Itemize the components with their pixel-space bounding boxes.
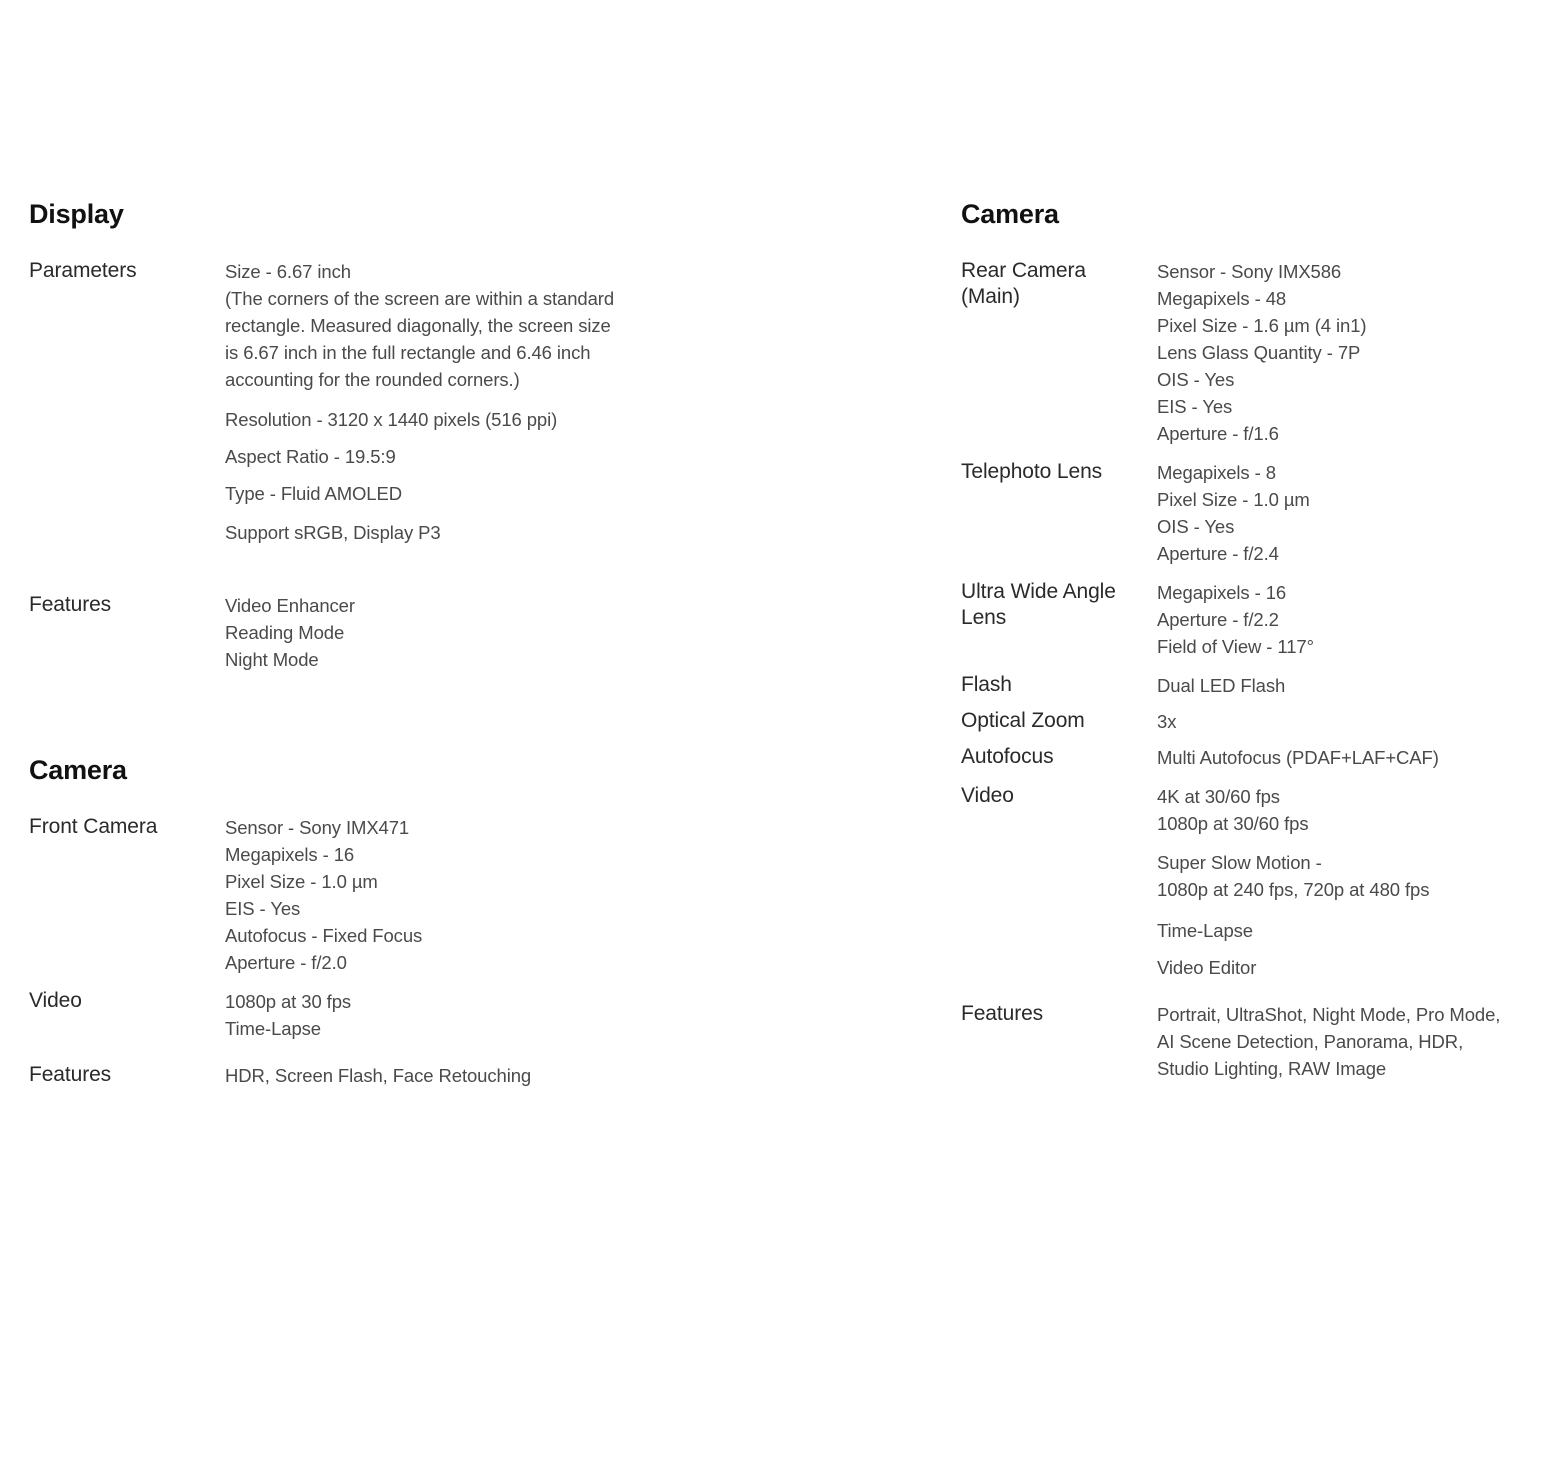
spec-group [225, 592, 909, 673]
front-video-values [225, 988, 909, 1042]
spec-line: Lens Glass Quantity - 7P [1157, 342, 1361, 363]
label-line: Features [961, 1002, 1044, 1025]
spec-line: Video Enhancer [225, 595, 355, 616]
spec-line: accounting for the rounded corners.) [225, 369, 520, 390]
front-features-values [225, 1062, 909, 1089]
front-camera-values [225, 814, 909, 976]
rear-video-row [961, 783, 1531, 981]
camera-title-left: Camera [29, 755, 127, 785]
label-line: Rear Camera [961, 259, 1086, 282]
spec-line: Aperture - f/2.4 [1157, 543, 1279, 564]
front-camera-section [29, 752, 909, 1089]
autofocus-values [1157, 744, 1531, 771]
spec-group [1157, 708, 1531, 735]
spec-line: Megapixels - 16 [1157, 582, 1287, 603]
spec-group [225, 480, 909, 507]
spec-line: Type - Fluid AMOLED [225, 483, 402, 504]
telephoto-label [961, 459, 1157, 485]
front-video-label: Video [29, 989, 82, 1012]
spec-line: Video Editor [1157, 957, 1257, 978]
spec-group [1157, 1001, 1531, 1082]
spec-group [1157, 849, 1531, 903]
spec-line: Time-Lapse [225, 1018, 321, 1039]
spec-line: Megapixels - 8 [1157, 462, 1276, 483]
spec-line: Super Slow Motion - [1157, 852, 1322, 873]
label-line: Autofocus [961, 745, 1054, 768]
spec-line: Aperture - f/2.0 [225, 952, 347, 973]
display-features-label: Features [29, 593, 112, 616]
spec-line: is 6.67 inch in the full rectangle and 6.46 inch [225, 342, 591, 363]
spec-line: EIS - Yes [1157, 396, 1233, 417]
spec-group [1157, 579, 1531, 660]
spec-line: Multi Autofocus (PDAF+LAF+CAF) [1157, 747, 1439, 768]
spec-group [1157, 459, 1531, 567]
spec-group [225, 988, 909, 1042]
flash-label [961, 672, 1157, 698]
right-column [961, 196, 1531, 1082]
rear-features-values [1157, 1001, 1531, 1082]
spec-line: 1080p at 240 fps, 720p at 480 fps [1157, 879, 1430, 900]
spec-line: HDR, Screen Flash, Face Retouching [225, 1065, 532, 1086]
label-line: Telephoto Lens [961, 460, 1103, 483]
label-line: Optical Zoom [961, 709, 1085, 732]
spec-line: Aperture - f/2.2 [1157, 609, 1279, 630]
spec-group [1157, 744, 1531, 771]
spec-group [225, 1062, 909, 1089]
display-parameters-values [225, 258, 909, 546]
spec-line: EIS - Yes [225, 898, 301, 919]
spec-line: OIS - Yes [1157, 516, 1235, 537]
rear-video-label [961, 783, 1157, 809]
spec-line: Aperture - f/1.6 [1157, 423, 1279, 444]
spec-group [225, 814, 909, 976]
spec-line: Pixel Size - 1.0 µm [225, 871, 378, 892]
telephoto-row [961, 459, 1531, 567]
spec-line: Megapixels - 48 [1157, 288, 1287, 309]
flash-row [961, 672, 1531, 699]
display-features-row [29, 592, 909, 673]
spec-line: Reading Mode [225, 622, 345, 643]
rear-features-row [961, 1001, 1531, 1082]
spec-line: Size - 6.67 inch [225, 261, 351, 282]
spec-line: Megapixels - 16 [225, 844, 355, 865]
spec-line: Support sRGB, Display P3 [225, 522, 441, 543]
front-camera-row [29, 814, 909, 976]
optical-zoom-row [961, 708, 1531, 735]
spec-group [1157, 954, 1531, 981]
spec-line: 1080p at 30/60 fps [1157, 813, 1309, 834]
rear-main-row [961, 258, 1531, 447]
display-parameters-row [29, 258, 909, 546]
spec-group [225, 519, 909, 546]
spec-line: Sensor - Sony IMX586 [1157, 261, 1342, 282]
optical-zoom-values [1157, 708, 1531, 735]
display-title: Display [29, 199, 124, 229]
front-features-row [29, 1062, 909, 1089]
spec-line: Studio Lighting, RAW Image [1157, 1058, 1387, 1079]
spec-line: Pixel Size - 1.6 µm (4 in1) [1157, 315, 1367, 336]
spec-group [1157, 672, 1531, 699]
autofocus-row [961, 744, 1531, 771]
spec-group [225, 406, 909, 433]
front-camera-label: Front Camera [29, 815, 158, 838]
autofocus-label [961, 744, 1157, 770]
spec-line: Field of View - 117° [1157, 636, 1314, 657]
left-column [29, 196, 909, 1089]
label-line: Ultra Wide Angle [961, 580, 1116, 603]
spec-line: Sensor - Sony IMX471 [225, 817, 410, 838]
label-line: Lens [961, 606, 1007, 629]
spec-line: 3x [1157, 711, 1177, 732]
spec-line: Resolution - 3120 x 1440 pixels (516 ppi) [225, 409, 558, 430]
spec-line: (The corners of the screen are within a standard [225, 288, 615, 309]
telephoto-values [1157, 459, 1531, 567]
spec-line: OIS - Yes [1157, 369, 1235, 390]
ultra-wide-label [961, 579, 1157, 631]
display-parameters-label: Parameters [29, 259, 137, 282]
label-line: Video [961, 784, 1014, 807]
rear-camera-section [961, 196, 1531, 1082]
spec-line: 1080p at 30 fps [225, 991, 352, 1012]
ultra-wide-values [1157, 579, 1531, 660]
label-line: (Main) [961, 285, 1020, 308]
spec-line: Pixel Size - 1.0 µm [1157, 489, 1310, 510]
display-section [29, 196, 909, 673]
spec-line: Night Mode [225, 649, 319, 670]
rear-main-label [961, 258, 1157, 310]
label-line: Flash [961, 673, 1012, 696]
front-features-label: Features [29, 1063, 112, 1086]
spec-group [225, 258, 909, 393]
rear-main-values [1157, 258, 1531, 447]
display-features-values [225, 592, 909, 673]
spec-group [1157, 258, 1531, 447]
spec-group [1157, 917, 1531, 944]
spec-group [225, 443, 909, 470]
spec-line: 4K at 30/60 fps [1157, 786, 1280, 807]
camera-title-right: Camera [961, 199, 1059, 229]
rear-video-values [1157, 783, 1531, 981]
spec-group [1157, 783, 1531, 837]
spec-line: Aspect Ratio - 19.5:9 [225, 446, 396, 467]
optical-zoom-label [961, 708, 1157, 734]
spec-line: Dual LED Flash [1157, 675, 1286, 696]
spec-line: Time-Lapse [1157, 920, 1253, 941]
spec-line: Autofocus - Fixed Focus [225, 925, 423, 946]
spec-line: Portrait, UltraShot, Night Mode, Pro Mode, [1157, 1004, 1501, 1025]
front-video-row [29, 988, 909, 1042]
rear-features-label [961, 1001, 1157, 1027]
ultra-wide-row [961, 579, 1531, 660]
flash-values [1157, 672, 1531, 699]
spec-line: rectangle. Measured diagonally, the screen size [225, 315, 611, 336]
spec-line: AI Scene Detection, Panorama, HDR, [1157, 1031, 1464, 1052]
